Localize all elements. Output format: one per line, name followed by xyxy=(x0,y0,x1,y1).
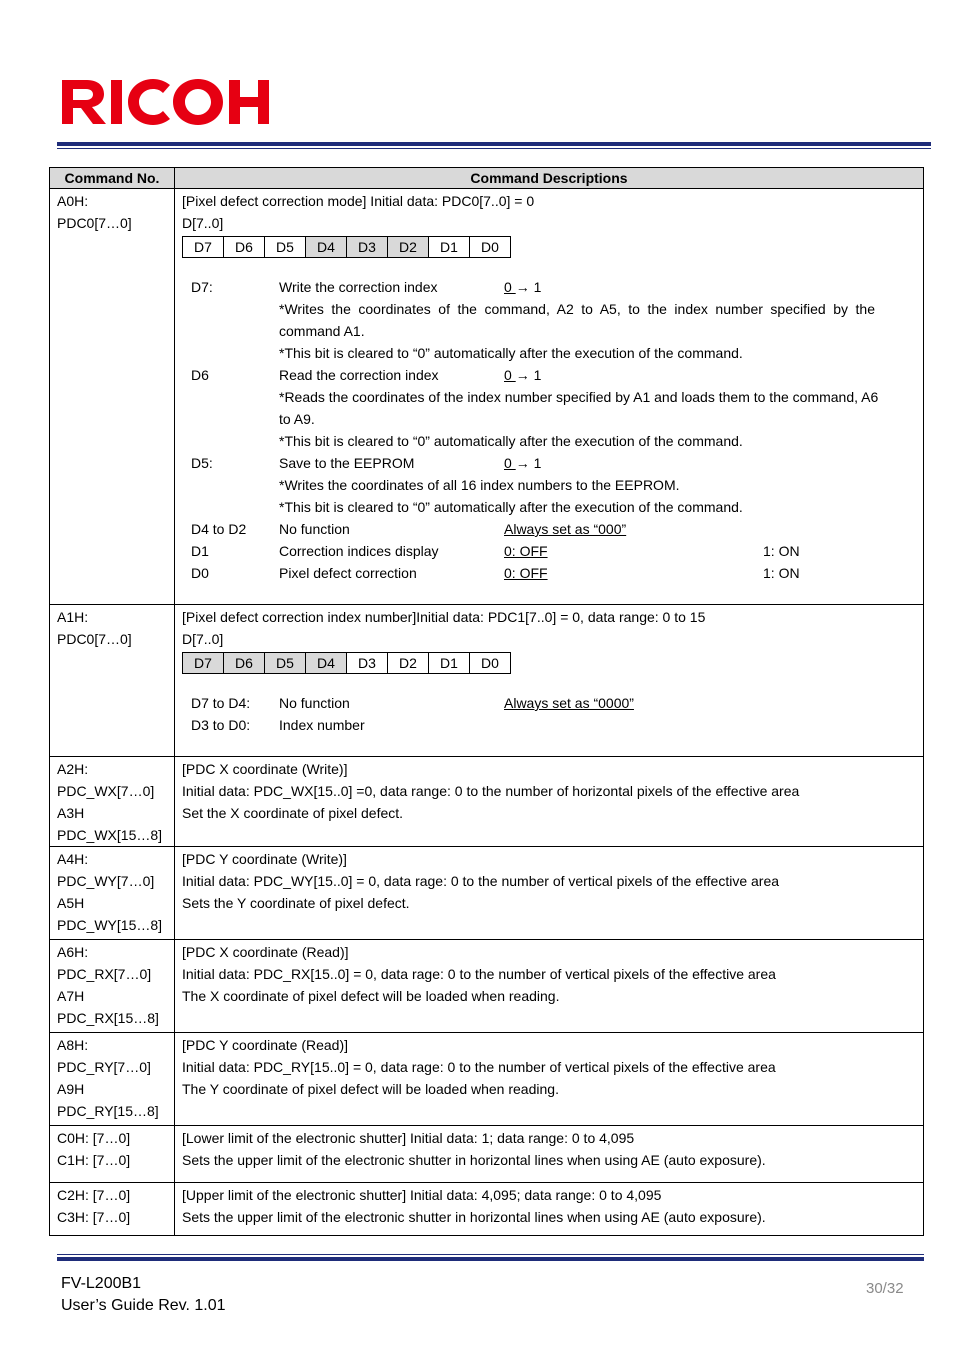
bit-map xyxy=(182,652,511,674)
command-register: PDC_WY[7…0] xyxy=(57,873,155,889)
table-row xyxy=(50,1033,924,1126)
bit-name: D4 to D2 xyxy=(191,521,247,537)
command-code: A1H: xyxy=(57,609,89,625)
bit-value-off: 0: OFF xyxy=(504,543,548,559)
table-row xyxy=(50,189,924,605)
bit-cell: D0 xyxy=(470,653,511,674)
command-register: PDC_RX[15…8] xyxy=(57,1010,159,1026)
description-cell xyxy=(175,940,924,1033)
command-cell xyxy=(50,847,175,940)
bit-cell-unused: D2 xyxy=(388,237,429,258)
bit-name: D7: xyxy=(191,279,213,295)
command-code: C2H: [7…0] xyxy=(57,1187,131,1203)
bit-cell-unused: D4 xyxy=(306,237,347,258)
footer-rule-thin xyxy=(57,1254,924,1255)
command-code: A3H xyxy=(57,805,85,821)
description-line: Sets the Y coordinate of pixel defect. xyxy=(182,895,410,911)
bit-map xyxy=(182,236,511,258)
bit-cell-unused: D4 xyxy=(306,653,347,674)
command-cell xyxy=(50,605,175,757)
bit-value-underlined: 0 xyxy=(504,279,516,295)
bit-descriptions xyxy=(182,692,916,736)
bit-note: *This bit is cleared to “0” automatically after the execution of the command. xyxy=(279,345,743,361)
description-line: Sets the upper limit of the electronic shutter in horizontal lines when using AE (auto exposure). xyxy=(182,1209,766,1225)
bit-cell: D3 xyxy=(347,653,388,674)
description-title: [PDC X coordinate (Write)] xyxy=(182,761,348,777)
command-cell xyxy=(50,1183,175,1236)
footer-guide-revision: User’s Guide Rev. 1.01 xyxy=(61,1297,226,1314)
bit-value xyxy=(504,364,763,386)
bit-note: *Reads the coordinates of the index number specified by A1 and loads them to the command, A6 to A9. xyxy=(279,389,879,427)
bit-function: Read the correction index xyxy=(279,367,439,383)
header-rule-thin xyxy=(57,148,931,149)
bit-value xyxy=(504,452,763,474)
bit-value-on: 1: ON xyxy=(763,543,800,559)
table-row xyxy=(50,757,924,847)
bit-value-arrow: → 1 xyxy=(515,367,542,383)
bit-value: Always set as “000” xyxy=(504,521,627,537)
bit-name: D3 to D0: xyxy=(191,717,251,733)
header-command-descriptions: Command Descriptions xyxy=(175,168,924,189)
bit-cell-unused: D6 xyxy=(224,653,265,674)
bit-label: D[7..0] xyxy=(182,631,224,647)
description-cell xyxy=(175,757,924,847)
header-command-no: Command No. xyxy=(50,168,175,189)
description-cell xyxy=(175,1183,924,1236)
ricoh-logo xyxy=(60,78,300,129)
command-cell xyxy=(50,940,175,1033)
bit-row-d3-d0 xyxy=(182,714,916,736)
bit-cell: D1 xyxy=(429,653,470,674)
bit-name: D7 to D4: xyxy=(191,695,251,711)
description-line: The X coordinate of pixel defect will be loaded when reading. xyxy=(182,988,560,1004)
bit-value-off: 0: OFF xyxy=(504,565,548,581)
bit-function: Pixel defect correction xyxy=(279,565,417,581)
description-line: Initial data: PDC_RX[15..0] = 0, data rage: 0 to the number of vertical pixels of the effective area xyxy=(182,966,776,982)
bit-value-arrow: → 1 xyxy=(515,279,542,295)
description-title: [PDC Y coordinate (Read)] xyxy=(182,1037,349,1053)
bit-cell-unused: D3 xyxy=(347,237,388,258)
bit-function: Write the correction index xyxy=(279,279,438,295)
bit-value-on: 1: ON xyxy=(763,565,800,581)
description-line: Set the X coordinate of pixel defect. xyxy=(182,805,404,821)
ricoh-logo-mark xyxy=(60,78,300,126)
command-register: PDC0[7…0] xyxy=(57,631,132,647)
description-line: Initial data: PDC_WX[15..0] =0, data range: 0 to the number of horizontal pixels of the effective area xyxy=(182,783,800,799)
page-number: 30/32 xyxy=(866,1280,904,1297)
bit-cell-unused: D5 xyxy=(265,653,306,674)
command-cell xyxy=(50,757,175,847)
bit-row-d0 xyxy=(182,562,916,584)
command-code: C3H: [7…0] xyxy=(57,1209,131,1225)
bit-note: *This bit is cleared to “0” automatically after the execution of the command. xyxy=(279,499,743,515)
bit-value-arrow: → 1 xyxy=(515,455,542,471)
description-cell xyxy=(175,1033,924,1126)
command-register: PDC_RY[15…8] xyxy=(57,1103,159,1119)
bit-name: D5: xyxy=(191,455,213,471)
bit-cell: D0 xyxy=(470,237,511,258)
description-cell xyxy=(175,847,924,940)
bit-cell: D7 xyxy=(183,237,224,258)
description-title: [PDC X coordinate (Read)] xyxy=(182,944,349,960)
bit-row-d5 xyxy=(182,452,916,474)
bit-name: D0 xyxy=(191,565,209,581)
description-line: Initial data: PDC_RY[15..0] = 0, data rage: 0 to the number of vertical pixels of the effective area xyxy=(182,1059,776,1075)
command-register: PDC_WX[7…0] xyxy=(57,783,155,799)
bit-cell: D6 xyxy=(224,237,265,258)
command-code: A9H xyxy=(57,1081,85,1097)
table-row xyxy=(50,847,924,940)
bit-row-d7 xyxy=(182,276,916,298)
bit-note: *Writes the coordinates of all 16 index numbers to the EEPROM. xyxy=(279,477,680,493)
bit-function: Save to the EEPROM xyxy=(279,455,415,471)
command-code: A6H: xyxy=(57,944,89,960)
description-title: [Pixel defect correction mode] Initial data: PDC0[7..0] = 0 xyxy=(182,193,535,209)
bit-descriptions xyxy=(182,276,916,584)
command-cell xyxy=(50,1126,175,1183)
bit-cell-unused: D7 xyxy=(183,653,224,674)
bit-row-d4-d2 xyxy=(182,518,916,540)
command-code: A5H xyxy=(57,895,85,911)
command-code: A8H: xyxy=(57,1037,89,1053)
table-row xyxy=(50,940,924,1033)
command-code: A0H: xyxy=(57,193,89,209)
command-register: PDC0[7…0] xyxy=(57,215,132,231)
command-code: A4H: xyxy=(57,851,89,867)
command-register: PDC_RX[7…0] xyxy=(57,966,152,982)
command-cell xyxy=(50,1033,175,1126)
bit-name: D6 xyxy=(191,367,209,383)
bit-row-d1 xyxy=(182,540,916,562)
table-header-row xyxy=(50,168,924,189)
bit-row-d7-d4 xyxy=(182,692,916,714)
description-cell xyxy=(175,605,924,757)
footer-rule-thick xyxy=(57,1257,924,1261)
bit-function: Correction indices display xyxy=(279,543,439,559)
bit-function: No function xyxy=(279,521,350,537)
command-code: C1H: [7…0] xyxy=(57,1152,131,1168)
bit-cell: D2 xyxy=(388,653,429,674)
bit-label: D[7..0] xyxy=(182,215,224,231)
footer-doc-info xyxy=(61,1273,226,1317)
description-line: Initial data: PDC_WY[15..0] = 0, data rage: 0 to the number of vertical pixels of the effective area xyxy=(182,873,780,889)
description-line: The Y coordinate of pixel defect will be loaded when reading. xyxy=(182,1081,559,1097)
table-row xyxy=(50,1183,924,1236)
bit-value-underlined: 0 xyxy=(504,455,516,471)
command-table xyxy=(49,167,924,1236)
description-title: [Lower limit of the electronic shutter] Initial data: 1; data range: 0 to 4,095 xyxy=(182,1130,635,1146)
description-line: Sets the upper limit of the electronic shutter in horizontal lines when using AE (auto exposure). xyxy=(182,1152,766,1168)
command-code: C0H: [7…0] xyxy=(57,1130,131,1146)
bit-cell: D1 xyxy=(429,237,470,258)
description-title: [PDC Y coordinate (Write)] xyxy=(182,851,347,867)
description-cell xyxy=(175,1126,924,1183)
footer-model: FV-L200B1 xyxy=(61,1275,142,1292)
table-row xyxy=(50,1126,924,1183)
bit-note: *Writes the coordinates of the command, A2 to A5, to the index number specified by the command A1. xyxy=(279,301,875,339)
bit-note: *This bit is cleared to “0” automatically after the execution of the command. xyxy=(279,433,743,449)
command-code: A7H xyxy=(57,988,85,1004)
bit-value-underlined: 0 xyxy=(504,367,516,383)
command-cell xyxy=(50,189,175,605)
description-title: [Pixel defect correction index number]Initial data: PDC1[7..0] = 0, data range: 0 to 15 xyxy=(182,609,706,625)
description-cell xyxy=(175,189,924,605)
command-code: A2H: xyxy=(57,761,89,777)
bit-row-d6 xyxy=(182,364,916,386)
bit-value: Always set as “0000” xyxy=(504,695,634,711)
bit-function: Index number xyxy=(279,717,365,733)
bit-name: D1 xyxy=(191,543,209,559)
header-rule-thick xyxy=(57,142,931,146)
bit-cell: D5 xyxy=(265,237,306,258)
command-register: PDC_WX[15…8] xyxy=(57,827,163,843)
bit-function: No function xyxy=(279,695,350,711)
command-register: PDC_WY[15…8] xyxy=(57,917,163,933)
description-title: [Upper limit of the electronic shutter] Initial data: 4,095; data range: 0 to 4,095 xyxy=(182,1187,662,1203)
bit-value xyxy=(504,276,763,298)
command-register: PDC_RY[7…0] xyxy=(57,1059,151,1075)
table-row xyxy=(50,605,924,757)
